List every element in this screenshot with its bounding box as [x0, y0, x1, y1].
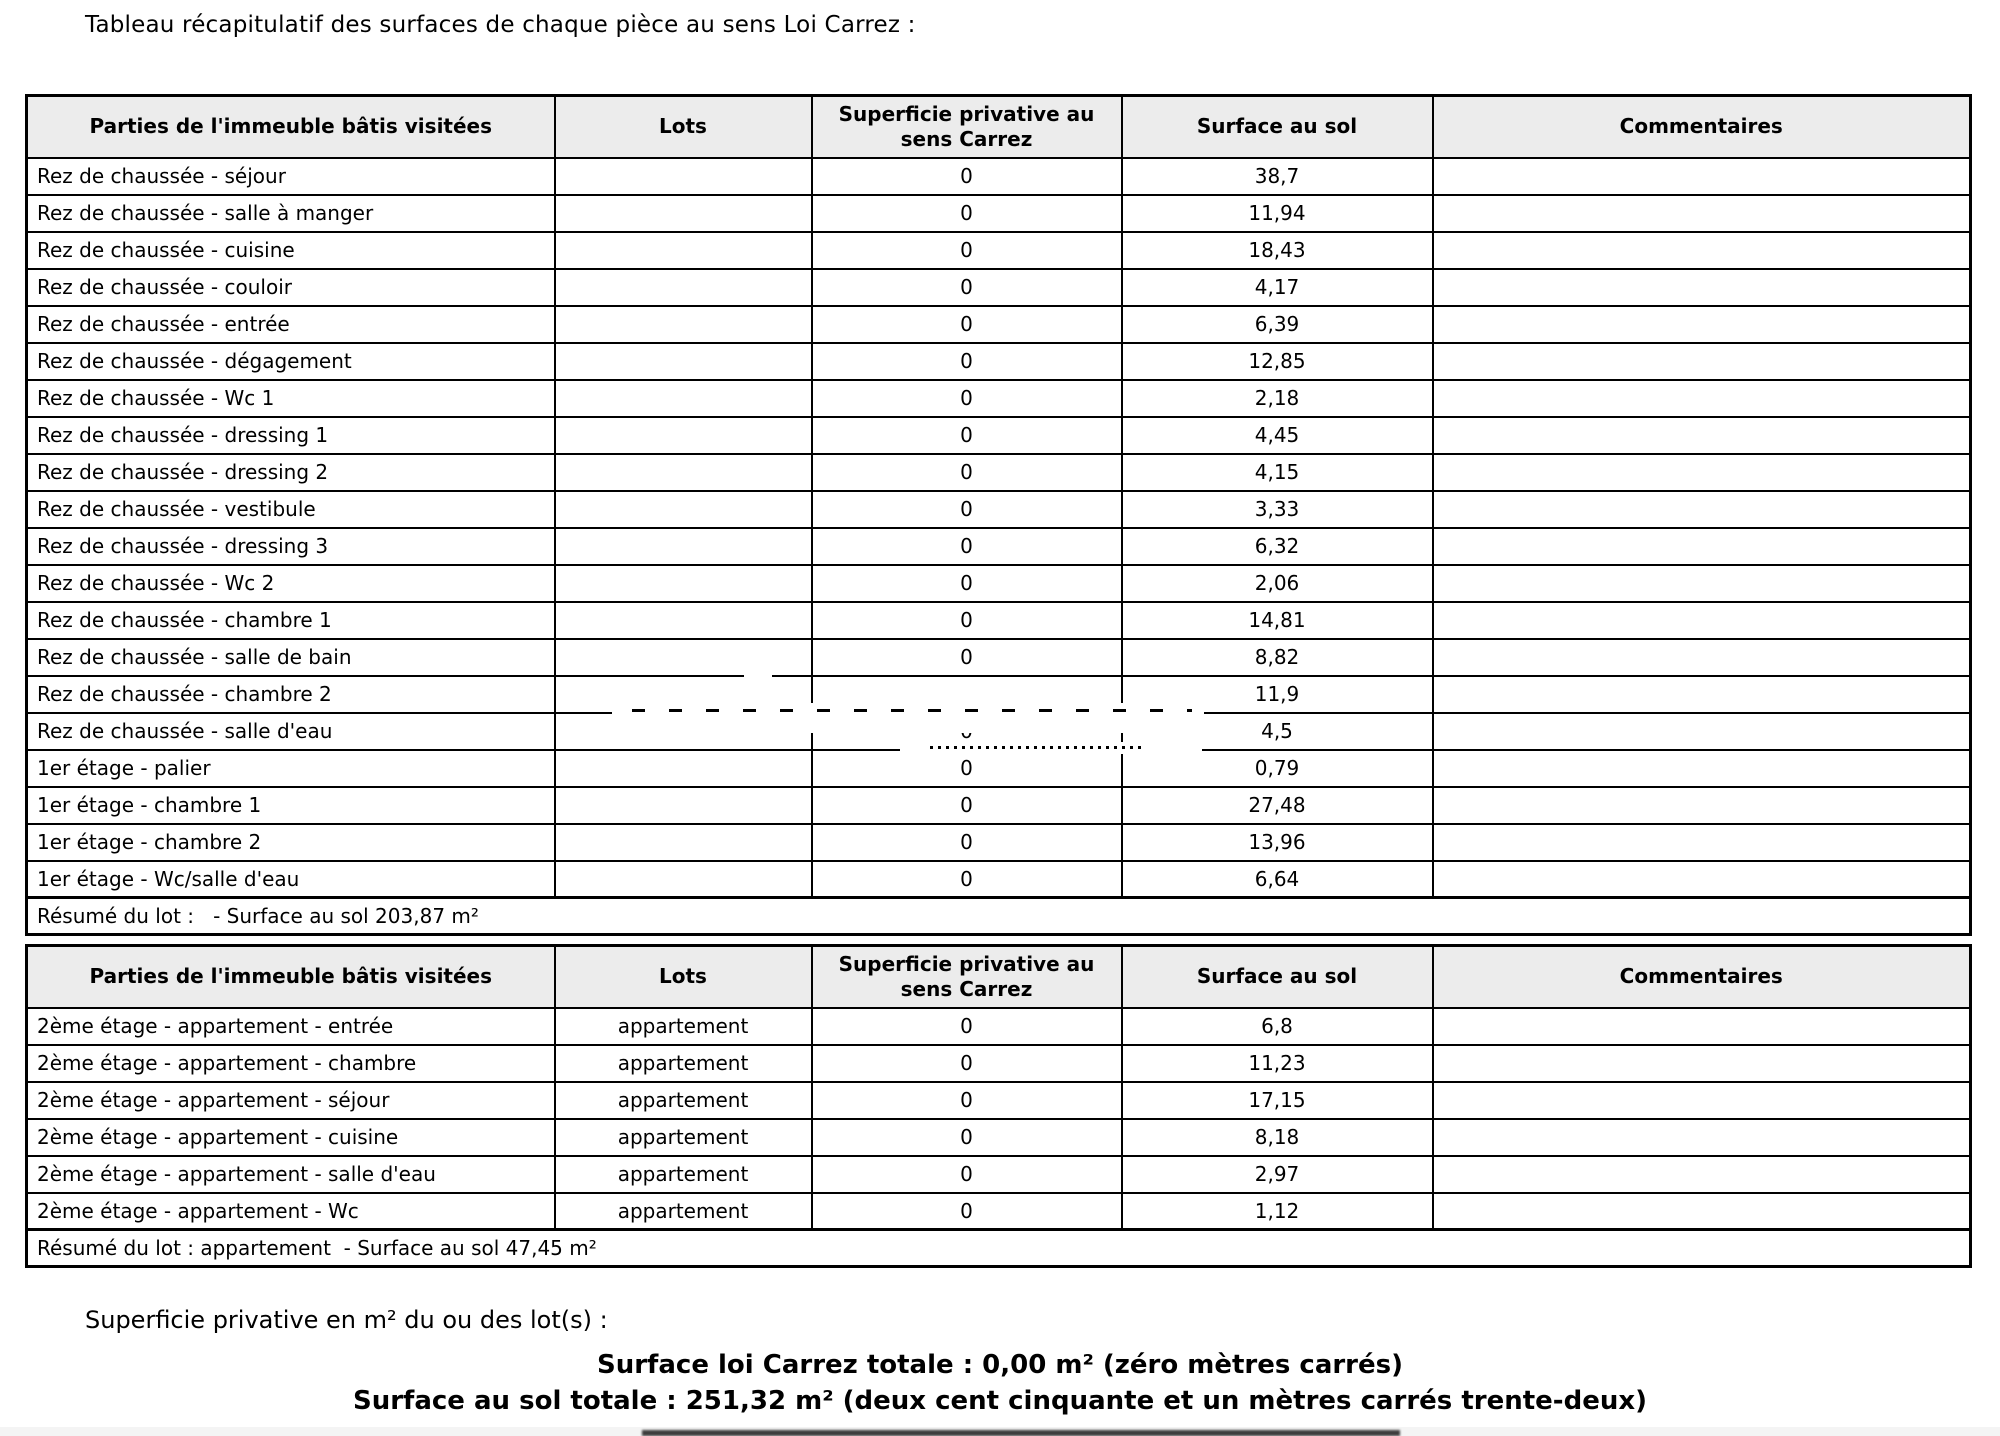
table-row	[27, 306, 1971, 343]
cell-surface-sol: 3,33	[1122, 491, 1433, 528]
cell-piece: Rez de chaussée - séjour	[27, 158, 555, 195]
cell-lot	[555, 491, 812, 528]
cell-surface-sol: 4,5	[1122, 713, 1433, 750]
cell-lot: appartement	[555, 1119, 812, 1156]
column-header-lots: Lots	[555, 946, 812, 1008]
cell-carrez: 0	[812, 861, 1122, 898]
cell-lot	[555, 306, 812, 343]
cell-surface-sol: 0,79	[1122, 750, 1433, 787]
total-carrez-line: Surface loi Carrez totale : 0,00 m² (zéro mètres carrés)	[597, 1350, 1403, 1380]
cell-surface-sol: 6,39	[1122, 306, 1433, 343]
cell-carrez: 0	[812, 1045, 1122, 1082]
cell-surface-sol: 13,96	[1122, 824, 1433, 861]
cell-comment	[1433, 565, 1971, 602]
cell-surface-sol: 2,18	[1122, 380, 1433, 417]
cell-carrez: 0	[812, 343, 1122, 380]
table-row	[27, 380, 1971, 417]
column-header-surface-sol: Surface au sol	[1122, 946, 1433, 1008]
cell-surface-sol: 6,8	[1122, 1008, 1433, 1045]
cell-carrez: 0	[812, 1008, 1122, 1045]
cell-piece: 1er étage - palier	[27, 750, 555, 787]
watermark-dot-line	[930, 746, 1145, 749]
cell-comment	[1433, 750, 1971, 787]
cell-comment	[1433, 1008, 1971, 1045]
cell-surface-sol: 11,9	[1122, 676, 1433, 713]
cell-surface-sol: 4,17	[1122, 269, 1433, 306]
cell-surface-sol: 8,18	[1122, 1119, 1433, 1156]
cell-comment	[1433, 195, 1971, 232]
column-header-superficie-carrez: Superficie privative au sens Carrez	[812, 96, 1122, 158]
cell-piece: Rez de chaussée - salle d'eau	[27, 713, 555, 750]
cell-carrez: 0	[812, 491, 1122, 528]
cell-carrez: 0	[812, 306, 1122, 343]
cell-surface-sol: 18,43	[1122, 232, 1433, 269]
cell-carrez: 0	[812, 1156, 1122, 1193]
cell-lot	[555, 232, 812, 269]
cell-comment	[1433, 343, 1971, 380]
cell-carrez: 0	[812, 1082, 1122, 1119]
cell-surface-sol: 4,45	[1122, 417, 1433, 454]
cell-lot	[555, 750, 812, 787]
column-header-parties: Parties de l'immeuble bâtis visitées	[27, 96, 555, 158]
table-row	[27, 158, 1971, 195]
cell-carrez: 0	[812, 565, 1122, 602]
cell-surface-sol: 6,64	[1122, 861, 1433, 898]
cell-piece: Rez de chaussée - salle de bain	[27, 639, 555, 676]
cell-lot	[555, 158, 812, 195]
cell-piece: 1er étage - Wc/salle d'eau	[27, 861, 555, 898]
cell-piece: Rez de chaussée - Wc 1	[27, 380, 555, 417]
table-row	[27, 1156, 1971, 1193]
cell-surface-sol: 38,7	[1122, 158, 1433, 195]
cell-piece: 2ème étage - appartement - entrée	[27, 1008, 555, 1045]
cell-carrez: 0	[812, 787, 1122, 824]
cell-piece: Rez de chaussée - entrée	[27, 306, 555, 343]
cell-surface-sol: 27,48	[1122, 787, 1433, 824]
cell-lot	[555, 380, 812, 417]
cell-piece: Rez de chaussée - Wc 2	[27, 565, 555, 602]
cell-piece: Rez de chaussée - salle à manger	[27, 195, 555, 232]
cell-lot	[555, 639, 812, 676]
cell-comment	[1433, 1193, 1971, 1230]
cell-piece: 2ème étage - appartement - Wc	[27, 1193, 555, 1230]
header-row	[27, 946, 1971, 1008]
cell-carrez: 0	[812, 1193, 1122, 1230]
table-row	[27, 343, 1971, 380]
cell-lot	[555, 454, 812, 491]
cell-lot	[555, 787, 812, 824]
cell-surface-sol: 12,85	[1122, 343, 1433, 380]
column-header-surface-sol: Surface au sol	[1122, 96, 1433, 158]
table-row	[27, 787, 1971, 824]
total-sol-line: Surface au sol totale : 251,32 m² (deux cent cinquante et un mètres carrés trente-deux)	[352, 1386, 1647, 1416]
watermark-blob	[880, 678, 1060, 706]
table-row	[27, 417, 1971, 454]
table-row	[27, 602, 1971, 639]
cell-carrez: 0	[812, 454, 1122, 491]
cell-carrez: 0	[812, 824, 1122, 861]
cell-piece: 2ème étage - appartement - séjour	[27, 1082, 555, 1119]
page-title: Tableau récapitulatif des surfaces de chaque pièce au sens Loi Carrez :	[85, 12, 916, 38]
cell-surface-sol: 4,15	[1122, 454, 1433, 491]
cell-piece: Rez de chaussée - dégagement	[27, 343, 555, 380]
cell-piece: Rez de chaussée - cuisine	[27, 232, 555, 269]
bottom-edge-artifact	[642, 1430, 1400, 1436]
cell-comment	[1433, 528, 1971, 565]
cell-piece: Rez de chaussée - dressing 2	[27, 454, 555, 491]
cell-comment	[1433, 380, 1971, 417]
cell-comment	[1433, 1082, 1971, 1119]
table-row	[27, 1193, 1971, 1230]
cell-comment	[1433, 454, 1971, 491]
cell-piece: 2ème étage - appartement - chambre	[27, 1045, 555, 1082]
cell-comment	[1433, 676, 1971, 713]
table-row	[27, 528, 1971, 565]
cell-carrez: 0	[812, 750, 1122, 787]
cell-lot	[555, 195, 812, 232]
cell-carrez: 0	[812, 639, 1122, 676]
cell-surface-sol: 6,32	[1122, 528, 1433, 565]
cell-surface-sol: 8,82	[1122, 639, 1433, 676]
cell-carrez: 0	[812, 528, 1122, 565]
cell-piece: Rez de chaussée - couloir	[27, 269, 555, 306]
cell-carrez: 0	[812, 417, 1122, 454]
table2-summary: Résumé du lot : appartement - Surface au sol 47,45 m²	[27, 1230, 1971, 1267]
cell-comment	[1433, 1156, 1971, 1193]
cell-comment	[1433, 1045, 1971, 1082]
cell-comment	[1433, 824, 1971, 861]
carrez-table-apartment	[25, 944, 1972, 1268]
watermark-blob	[612, 703, 1204, 733]
watermark-dash-line	[632, 709, 1192, 712]
table-row	[27, 750, 1971, 787]
cell-lot: appartement	[555, 1008, 812, 1045]
cell-surface-sol: 1,12	[1122, 1193, 1433, 1230]
table-row	[27, 861, 1971, 898]
column-header-commentaires: Commentaires	[1433, 96, 1971, 158]
privative-label: Superficie privative en m² du ou des lot(s) :	[85, 1306, 608, 1334]
cell-piece: 2ème étage - appartement - salle d'eau	[27, 1156, 555, 1193]
cell-carrez: 0	[812, 158, 1122, 195]
table-row	[27, 1045, 1971, 1082]
table-row	[27, 1008, 1971, 1045]
cell-lot	[555, 565, 812, 602]
cell-surface-sol: 2,06	[1122, 565, 1433, 602]
cell-comment	[1433, 1119, 1971, 1156]
cell-comment	[1433, 713, 1971, 750]
column-header-commentaires: Commentaires	[1433, 946, 1971, 1008]
table-row	[27, 454, 1971, 491]
cell-comment	[1433, 491, 1971, 528]
cell-comment	[1433, 232, 1971, 269]
cell-carrez: 0	[812, 232, 1122, 269]
cell-lot: appartement	[555, 1082, 812, 1119]
cell-comment	[1433, 269, 1971, 306]
summary-row	[27, 898, 1971, 935]
cell-lot	[555, 343, 812, 380]
cell-carrez: 0	[812, 602, 1122, 639]
column-header-lots: Lots	[555, 96, 812, 158]
table-row	[27, 1119, 1971, 1156]
cell-lot: appartement	[555, 1045, 812, 1082]
cell-piece: Rez de chaussée - vestibule	[27, 491, 555, 528]
table-row	[27, 269, 1971, 306]
cell-surface-sol: 14,81	[1122, 602, 1433, 639]
cell-lot	[555, 269, 812, 306]
table-row	[27, 195, 1971, 232]
table-row	[27, 232, 1971, 269]
table1-summary: Résumé du lot : - Surface au sol 203,87 m²	[27, 898, 1971, 935]
cell-lot	[555, 824, 812, 861]
watermark-blob	[744, 669, 772, 679]
cell-surface-sol: 17,15	[1122, 1082, 1433, 1119]
cell-comment	[1433, 861, 1971, 898]
header-row	[27, 96, 1971, 158]
cell-piece: Rez de chaussée - chambre 2	[27, 676, 555, 713]
cell-comment	[1433, 602, 1971, 639]
cell-surface-sol: 2,97	[1122, 1156, 1433, 1193]
cell-lot: appartement	[555, 1156, 812, 1193]
cell-comment	[1433, 639, 1971, 676]
table-row	[27, 639, 1971, 676]
cell-comment	[1433, 787, 1971, 824]
cell-comment	[1433, 417, 1971, 454]
cell-carrez: 0	[812, 195, 1122, 232]
cell-piece: Rez de chaussée - dressing 1	[27, 417, 555, 454]
cell-lot: appartement	[555, 1193, 812, 1230]
cell-comment	[1433, 158, 1971, 195]
cell-lot	[555, 602, 812, 639]
column-header-parties: Parties de l'immeuble bâtis visitées	[27, 946, 555, 1008]
table-row	[27, 491, 1971, 528]
cell-piece: Rez de chaussée - chambre 1	[27, 602, 555, 639]
cell-lot	[555, 861, 812, 898]
cell-surface-sol: 11,94	[1122, 195, 1433, 232]
cell-piece: Rez de chaussée - dressing 3	[27, 528, 555, 565]
table-row	[27, 824, 1971, 861]
cell-surface-sol: 11,23	[1122, 1045, 1433, 1082]
cell-piece: 1er étage - chambre 2	[27, 824, 555, 861]
cell-lot	[555, 528, 812, 565]
cell-carrez: 0	[812, 269, 1122, 306]
cell-comment	[1433, 306, 1971, 343]
column-header-superficie-carrez: Superficie privative au sens Carrez	[812, 946, 1122, 1008]
carrez-table-main	[25, 94, 1972, 936]
cell-carrez: 0	[812, 380, 1122, 417]
table-row	[27, 1082, 1971, 1119]
table-row	[27, 565, 1971, 602]
cell-piece: 2ème étage - appartement - cuisine	[27, 1119, 555, 1156]
cell-piece: 1er étage - chambre 1	[27, 787, 555, 824]
summary-row	[27, 1230, 1971, 1267]
cell-carrez: 0	[812, 1119, 1122, 1156]
cell-lot	[555, 417, 812, 454]
